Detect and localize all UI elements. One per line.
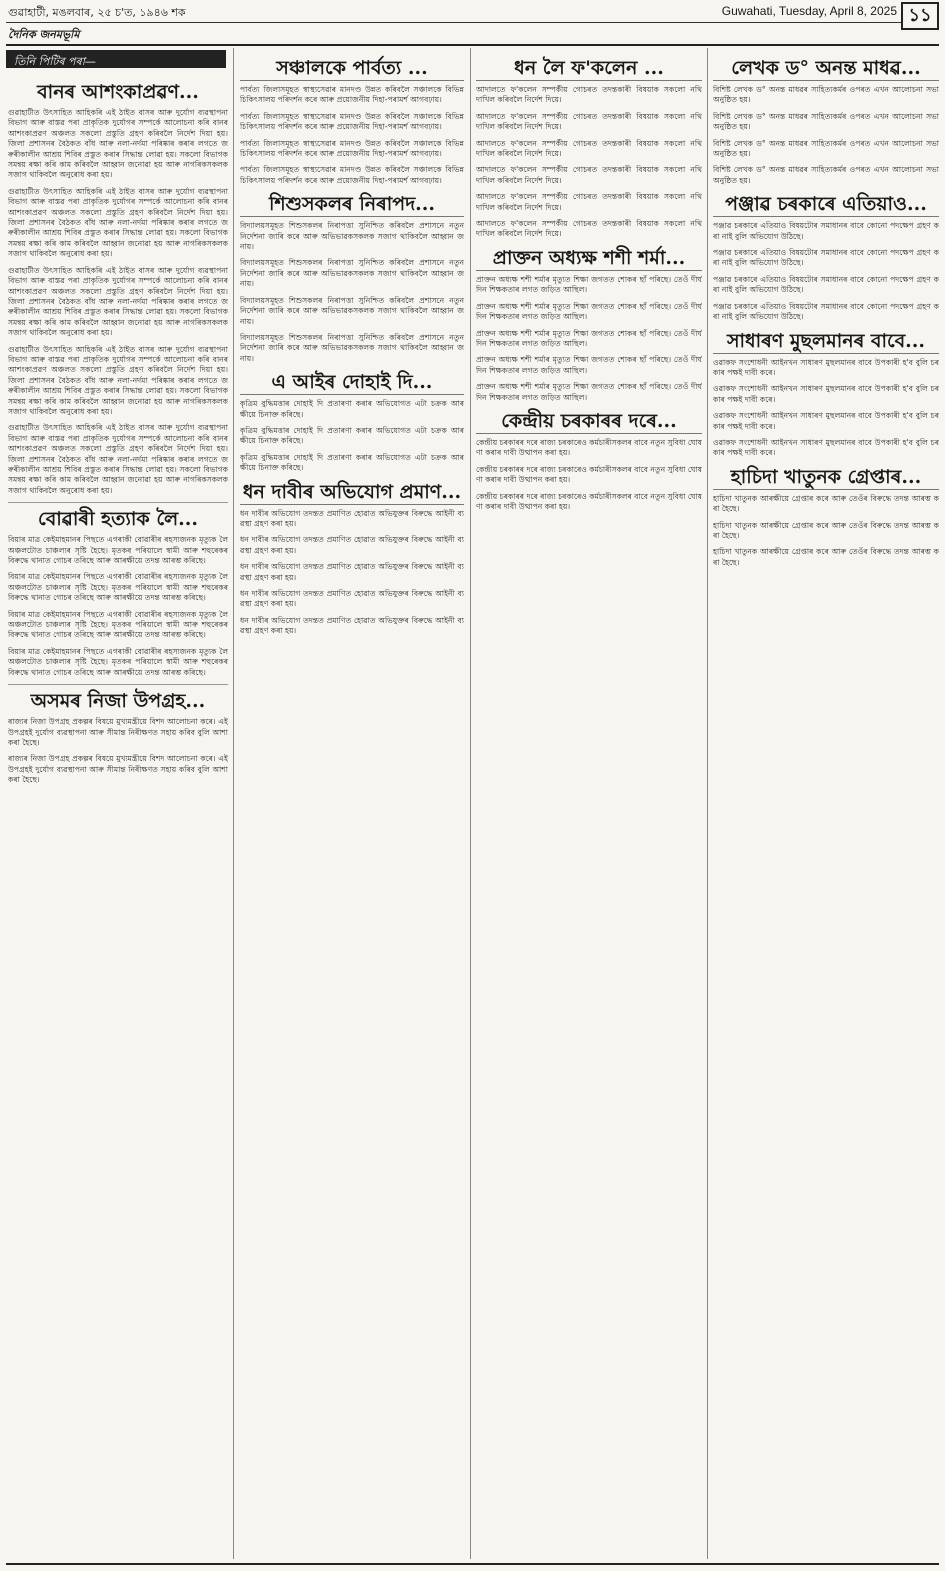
article-body: বিদ্যালয়সমূহত শিশুসকলৰ নিৰাপত্তা সুনিশ্চিত কৰিবলৈ প্ৰশাসনে নতুন নিৰ্দেশনা জাৰি কৰে আৰু অভিভাৱকসকলক সজাগ থাকিবলৈ আহ্বান জনায়। — [240, 332, 464, 363]
article-body: প্ৰাক্তন অধ্যক্ষ শশী শৰ্মাৰ মৃত্যুত শিক্ষা জগতত শোকৰ ছাঁ পৰিছে। তেওঁ দীৰ্ঘদিন শিক্ষকতাৰ লগত জড়িত আছিল। — [476, 301, 702, 322]
article-headline[interactable]: এ আইৰ দোহাই দি... — [240, 370, 464, 395]
article-body: গুৱাহাটীত উৎসাহিত আহিকৰি এই ঠাইত বাসৰ আৰু দুৰ্যোগ ব্যৱস্থাপনা বিভাগ আৰু বাস্তৱ পৰা প্ৰাকৃতিক দুৰ্যোগৰ সম্পৰ্কে আলোচনা কৰি বানৰ আশংকাপ্ৰৱণ অঞ্চলত সকলো প্ৰস্তুতি গ্ৰহণ কৰিবলৈ নিৰ্দেশ দিয়া হয়। জিলা প্ৰশাসনৰ বৈঠকত বাঁধ আৰু নলা-নৰ্দমা পৰিষ্কাৰ কৰাৰ লগতে জৰুৰীকালীন আশ্ৰয় শিবিৰ প্ৰস্তুত কৰাৰ সিদ্ধান্ত লোৱা হয়। সকলো বিভাগক সমন্বয় ৰক্ষা কৰি কাম কৰিবলৈ আহ্বান জনোৱা হয় আৰু নাগৰিকসকলক সজাগ থাকিবলৈ অনুৰোধ কৰা হয়। — [8, 344, 228, 416]
article-body: প্ৰাক্তন অধ্যক্ষ শশী শৰ্মাৰ মৃত্যুত শিক্ষা জগতত শোকৰ ছাঁ পৰিছে। তেওঁ দীৰ্ঘদিন শিক্ষকতাৰ লগত জড়িত আছিল। — [476, 355, 702, 375]
article-headline[interactable]: সাধাৰণ মুছলমানৰ বাবে... — [713, 329, 939, 354]
article-body: ধন দাবীৰ অভিযোগ তদন্তত প্ৰমাণিত হোৱাত অভিযুক্তৰ বিৰুদ্ধে আইনী ব্যৱস্থা গ্ৰহণ কৰা হয়। — [240, 589, 464, 609]
article-body: বিয়াৰ মাত্ৰ কেইমাহমানৰ পিছতে এগৰাকী বোৱাৰীৰ ৰহস্যজনক মৃত্যুক লৈ অঞ্চলটোত চাঞ্চল্যৰ সৃষ্টি হৈছে। মৃতকৰ পৰিয়ালে স্বামী আৰু শহুৰেকৰ বিৰুদ্ধে থানাত গোচৰ তৰিছে আৰু আৰক্ষীয়ে তদন্ত আৰম্ভ কৰিছে। — [8, 535, 228, 566]
divider — [8, 502, 228, 503]
article-body: গুৱাহাটীত উৎসাহিত আহিকৰি এই ঠাইত বাসৰ আৰু দুৰ্যোগ ব্যৱস্থাপনা বিভাগ আৰু বাস্তৱ পৰা প্ৰাকৃতিক দুৰ্যোগৰ সম্পৰ্কে আলোচনা কৰি বানৰ আশংকাপ্ৰৱণ অঞ্চলত সকলো প্ৰস্তুতি গ্ৰহণ কৰিবলৈ নিৰ্দেশ দিয়া হয়। জিলা প্ৰশাসনৰ বৈঠকত বাঁধ আৰু নলা-নৰ্দমা পৰিষ্কাৰ কৰাৰ লগতে জৰুৰীকালীন আশ্ৰয় শিবিৰ প্ৰস্তুত কৰাৰ সিদ্ধান্ত লোৱা হয়। সকলো বিভাগক সমন্বয় ৰক্ষা কৰি কাম কৰিবলৈ আহ্বান জনোৱা হয় আৰু নাগৰিকসকলক সজাগ থাকিবলৈ অনুৰোধ কৰা হয়। — [8, 186, 228, 259]
article-body: কৃত্ৰিম বুদ্ধিমত্তাৰ দোহাই দি প্ৰতাৰণা কৰাৰ অভিযোগত এটা চক্ৰক আৰক্ষীয়ে চিনাক্ত কৰিছে। — [240, 452, 464, 473]
article — [713, 329, 939, 459]
article-body: বিশিষ্ট লেখক ড° অনন্ত মাধৱৰ সাহিত্যকৰ্মৰ ওপৰত এখন আলোচনা সভা অনুষ্ঠিত হয়। — [713, 138, 939, 159]
article-body: ওৱাকফ সংশোধনী আইনখন সাধাৰণ মুছলমানৰ বাবে উপকাৰী হ'ব বুলি চৰকাৰ পক্ষই দাবী কৰে। — [713, 384, 939, 404]
article — [8, 689, 228, 785]
article-body: গুৱাহাটীত উৎসাহিত আহিকৰি এই ঠাইত বাসৰ আৰু দুৰ্যোগ ব্যৱস্থাপনা বিভাগ আৰু বাস্তৱ পৰা প্ৰাকৃতিক দুৰ্যোগৰ সম্পৰ্কে আলোচনা কৰি বানৰ আশংকাপ্ৰৱণ অঞ্চলত সকলো প্ৰস্তুতি গ্ৰহণ কৰিবলৈ নিৰ্দেশ দিয়া হয়। জিলা প্ৰশাসনৰ বৈঠকত বাঁধ আৰু নলা-নৰ্দমা পৰিষ্কাৰ কৰাৰ লগতে জৰুৰীকালীন আশ্ৰয় শিবিৰ প্ৰস্তুত কৰাৰ সিদ্ধান্ত লোৱা হয়। সকলো বিভাগক সমন্বয় ৰক্ষা কৰি কাম কৰিবলৈ আহ্বান জনোৱা হয় আৰু নাগৰিকসকলক সজাগ থাকিবলৈ অনুৰোধ কৰা হয়। — [8, 108, 228, 180]
page-number: ১১ — [901, 2, 939, 30]
article-body: প্ৰাক্তন অধ্যক্ষ শশী শৰ্মাৰ মৃত্যুত শিক্ষা জগতত শোকৰ ছাঁ পৰিছে। তেওঁ দীৰ্ঘদিন শিক্ষকতাৰ লগত জড়িত আছিল। — [476, 328, 702, 348]
article-body: বিয়াৰ মাত্ৰ কেইমাহমানৰ পিছতে এগৰাকী বোৱাৰীৰ ৰহস্যজনক মৃত্যুক লৈ অঞ্চলটোত চাঞ্চল্যৰ সৃষ্টি হৈছে। মৃতকৰ পৰিয়ালে স্বামী আৰু শহুৰেকৰ বিৰুদ্ধে থানাত গোচৰ তৰিছে আৰু আৰক্ষীয়ে তদন্ত আৰম্ভ কৰিছে। — [8, 609, 228, 640]
article-body: গুৱাহাটীত উৎসাহিত আহিকৰি এই ঠাইত বাসৰ আৰু দুৰ্যোগ ব্যৱস্থাপনা বিভাগ আৰু বাস্তৱ পৰা প্ৰাকৃতিক দুৰ্যোগৰ সম্পৰ্কে আলোচনা কৰি বানৰ আশংকাপ্ৰৱণ অঞ্চলত সকলো প্ৰস্তুতি গ্ৰহণ কৰিবলৈ নিৰ্দেশ দিয়া হয়। জিলা প্ৰশাসনৰ বৈঠকত বাঁধ আৰু নলা-নৰ্দমা পৰিষ্কাৰ কৰাৰ লগতে জৰুৰীকালীন আশ্ৰয় শিবিৰ প্ৰস্তুত কৰাৰ সিদ্ধান্ত লোৱা হয়। সকলো বিভাগক সমন্বয় ৰক্ষা কৰি কাম কৰিবলৈ আহ্বান জনোৱা হয় আৰু নাগৰিকসকলক সজাগ থাকিবলৈ অনুৰোধ কৰা হয়। — [8, 423, 228, 495]
article-body: হাচিদা খাতুনক আৰক্ষীয়ে গ্ৰেপ্তাৰ কৰে আৰু তেওঁৰ বিৰুদ্ধে তদন্ত আৰম্ভ কৰা হৈছে। — [713, 547, 939, 567]
article-body: ৰাজ্যৰ নিজা উপগ্ৰহ প্ৰকল্পৰ বিষয়ে মুখ্যমন্ত্ৰীয়ে বিশদ আলোচনা কৰে। এই উপগ্ৰহই দুৰ্যোগ ব্যৱস্থাপনা আৰু সীমান্ত নিৰীক্ষণত সহায় কৰিব বুলি আশা কৰা হৈছে। — [8, 754, 228, 785]
column-divider — [233, 48, 234, 1559]
article-headline[interactable]: কেন্দ্ৰীয় চৰকাৰৰ দৰে... — [476, 409, 702, 434]
article-headline[interactable]: ধন দাবীৰ অভিযোগ প্ৰমাণ... — [240, 480, 464, 505]
column-banner — [6, 50, 226, 68]
article-body: আদালতে ফ'কলেন সম্পৰ্কীয় গোচৰত তদন্তকাৰী বিষয়াক সকলো নথি দাখিল কৰিবলৈ নিৰ্দেশ দিয়ে। — [476, 165, 702, 185]
divider — [8, 684, 228, 685]
article — [476, 246, 702, 403]
article-body: পঞ্জাৱ চৰকাৰে এতিয়াও বিষয়টোৰ সমাধানৰ বাবে কোনো পদক্ষেপ গ্ৰহণ কৰা নাই বুলি অভিযোগ উঠিছে। — [713, 274, 939, 295]
article — [8, 80, 228, 496]
column-2 — [240, 52, 464, 1559]
article — [240, 56, 464, 186]
article-body: ৰাজ্যৰ নিজা উপগ্ৰহ প্ৰকল্পৰ বিষয়ে মুখ্যমন্ত্ৰীয়ে বিশদ আলোচনা কৰে। এই উপগ্ৰহই দুৰ্যোগ ব্যৱস্থাপনা আৰু সীমান্ত নিৰীক্ষণত সহায় কৰিব বুলি আশা কৰা হৈছে। — [8, 717, 228, 747]
article-body: পাৰ্বত্য জিলাসমূহত স্বাস্থ্যসেৱাৰ মানদণ্ড উন্নত কৰিবলৈ সঞ্চালকে বিভিন্ন চিকিৎসালয় পৰিদৰ্শন কৰে আৰু প্ৰয়োজনীয় দিহা-পৰামৰ্শ আগবঢ়ায়। — [240, 165, 464, 185]
article-body: ওৱাকফ সংশোধনী আইনখন সাধাৰণ মুছলমানৰ বাবে উপকাৰী হ'ব বুলি চৰকাৰ পক্ষই দাবী কৰে। — [713, 357, 939, 377]
header-rule — [6, 22, 901, 23]
article-body: ওৱাকফ সংশোধনী আইনখন সাধাৰণ মুছলমানৰ বাবে উপকাৰী হ'ব বুলি চৰকাৰ পক্ষই দাবী কৰে। — [713, 437, 939, 458]
article-body: কৃত্ৰিম বুদ্ধিমত্তাৰ দোহাই দি প্ৰতাৰণা কৰাৰ অভিযোগত এটা চক্ৰক আৰক্ষীয়ে চিনাক্ত কৰিছে। — [240, 399, 464, 419]
article-body: ধন দাবীৰ অভিযোগ তদন্তত প্ৰমাণিত হোৱাত অভিযুক্তৰ বিৰুদ্ধে আইনী ব্যৱস্থা গ্ৰহণ কৰা হয়। — [240, 562, 464, 582]
article-body: ধন দাবীৰ অভিযোগ তদন্তত প্ৰমাণিত হোৱাত অভিযুক্তৰ বিৰুদ্ধে আইনী ব্যৱস্থা গ্ৰহণ কৰা হয়। — [240, 508, 464, 528]
article-body: বিদ্যালয়সমূহত শিশুসকলৰ নিৰাপত্তা সুনিশ্চিত কৰিবলৈ প্ৰশাসনে নতুন নিৰ্দেশনা জাৰি কৰে আৰু অভিভাৱকসকলক সজাগ থাকিবলৈ আহ্বান জনায়। — [240, 258, 464, 289]
article-headline[interactable]: বোৱাৰী হত্যাক লৈ... — [37, 508, 199, 531]
article-body: আদালতে ফ'কলেন সম্পৰ্কীয় গোচৰত তদন্তকাৰী বিষয়াক সকলো নথি দাখিল কৰিবলৈ নিৰ্দেশ দিয়ে। — [476, 85, 702, 105]
article-body: পাৰ্বত্য জিলাসমূহত স্বাস্থ্যসেৱাৰ মানদণ্ড উন্নত কৰিবলৈ সঞ্চালকে বিভিন্ন চিকিৎসালয় পৰিদৰ্শন কৰে আৰু প্ৰয়োজনীয় দিহা-পৰামৰ্শ আগবঢ়ায়। — [240, 85, 464, 105]
article-headline[interactable]: বানৰ আশংকাপ্ৰৱণ... — [37, 81, 199, 103]
article-headline[interactable]: সঞ্চালকে পাৰ্বত্য ... — [240, 56, 464, 81]
column-divider — [707, 48, 708, 1559]
article-body: ধন দাবীৰ অভিযোগ তদন্তত প্ৰমাণিত হোৱাত অভিযুক্তৰ বিৰুদ্ধে আইনী ব্যৱস্থা গ্ৰহণ কৰা হয়। — [240, 535, 464, 555]
article-headline[interactable]: প্ৰাক্তন অধ্যক্ষ শশী শৰ্মা... — [476, 246, 702, 271]
column-divider — [470, 48, 471, 1559]
article-body: বিশিষ্ট লেখক ড° অনন্ত মাধৱৰ সাহিত্যকৰ্মৰ ওপৰত এখন আলোচনা সভা অনুষ্ঠিত হয়। — [713, 111, 939, 132]
article-body: বিশিষ্ট লেখক ড° অনন্ত মাধৱৰ সাহিত্যকৰ্মৰ ওপৰত এখন আলোচনা সভা অনুষ্ঠিত হয়। — [713, 85, 939, 105]
article — [476, 56, 702, 240]
footer-rule — [6, 1563, 939, 1565]
article-body: বিদ্যালয়সমূহত শিশুসকলৰ নিৰাপত্তা সুনিশ্চিত কৰিবলৈ প্ৰশাসনে নতুন নিৰ্দেশনা জাৰি কৰে আৰু অভিভাৱকসকলক সজাগ থাকিবলৈ আহ্বান জনায়। — [240, 221, 464, 252]
article — [476, 409, 702, 512]
article-headline[interactable]: লেখক ড° অনন্ত মাধৱ... — [713, 56, 939, 81]
article-body: আদালতে ফ'কলেন সম্পৰ্কীয় গোচৰত তদন্তকাৰী বিষয়াক সকলো নথি দাখিল কৰিবলৈ নিৰ্দেশ দিয়ে। — [476, 138, 702, 159]
article-headline[interactable]: ধন লৈ ফ'কলেন ... — [476, 56, 702, 81]
article — [240, 192, 464, 364]
column-3 — [476, 52, 702, 1559]
article-body: প্ৰাক্তন অধ্যক্ষ শশী শৰ্মাৰ মৃত্যুত শিক্ষা জগতত শোকৰ ছাঁ পৰিছে। তেওঁ দীৰ্ঘদিন শিক্ষকতাৰ লগত জড়িত আছিল। — [476, 382, 702, 402]
article-headline[interactable]: অসমৰ নিজা উপগ্ৰহ... — [30, 690, 206, 713]
article-headline[interactable]: হাচিদা খাতুনক গ্ৰেপ্তাৰ... — [713, 465, 939, 490]
article-body: বিয়াৰ মাত্ৰ কেইমাহমানৰ পিছতে এগৰাকী বোৱাৰীৰ ৰহস্যজনক মৃত্যুক লৈ অঞ্চলটোত চাঞ্চল্যৰ সৃষ্টি হৈছে। মৃতকৰ পৰিয়ালে স্বামী আৰু শহুৰেকৰ বিৰুদ্ধে থানাত গোচৰ তৰিছে আৰু আৰক্ষীয়ে তদন্ত আৰম্ভ কৰিছে। — [8, 572, 228, 603]
article-body: পাৰ্বত্য জিলাসমূহত স্বাস্থ্যসেৱাৰ মানদণ্ড উন্নত কৰিবলৈ সঞ্চালকে বিভিন্ন চিকিৎসালয় পৰিদৰ্শন কৰে আৰু প্ৰয়োজনীয় দিহা-পৰামৰ্শ আগবঢ়ায়। — [240, 138, 464, 159]
article — [713, 56, 939, 186]
column-4 — [713, 52, 939, 1559]
article-body: হাচিদা খাতুনক আৰক্ষীয়ে গ্ৰেপ্তাৰ কৰে আৰু তেওঁৰ বিৰুদ্ধে তদন্ত আৰম্ভ কৰা হৈছে। — [713, 520, 939, 540]
article-body: আদালতে ফ'কলেন সম্পৰ্কীয় গোচৰত তদন্তকাৰী বিষয়াক সকলো নথি দাখিল কৰিবলৈ নিৰ্দেশ দিয়ে। — [476, 111, 702, 132]
article-body: কেন্দ্ৰীয় চৰকাৰৰ দৰে ৰাজ্য চৰকাৰেও কৰ্মচাৰীসকলৰ বাবে নতুন সুবিধা ঘোষণা কৰাৰ দাবী উত্থাপন কৰা হয়। — [476, 437, 702, 458]
article-body: কেন্দ্ৰীয় চৰকাৰৰ দৰে ৰাজ্য চৰকাৰেও কৰ্মচাৰীসকলৰ বাবে নতুন সুবিধা ঘোষণা কৰাৰ দাবী উত্থাপন কৰা হয়। — [476, 491, 702, 511]
article-body: প্ৰাক্তন অধ্যক্ষ শশী শৰ্মাৰ মৃত্যুত শিক্ষা জগতত শোকৰ ছাঁ পৰিছে। তেওঁ দীৰ্ঘদিন শিক্ষকতাৰ লগত জড়িত আছিল। — [476, 274, 702, 295]
article-body: পঞ্জাৱ চৰকাৰে এতিয়াও বিষয়টোৰ সমাধানৰ বাবে কোনো পদক্ষেপ গ্ৰহণ কৰা নাই বুলি অভিযোগ উঠিছে। — [713, 301, 939, 322]
article-body: বিদ্যালয়সমূহত শিশুসকলৰ নিৰাপত্তা সুনিশ্চিত কৰিবলৈ প্ৰশাসনে নতুন নিৰ্দেশনা জাৰি কৰে আৰু অভিভাৱকসকলক সজাগ থাকিবলৈ আহ্বান জনায়। — [240, 295, 464, 326]
article-body: ওৱাকফ সংশোধনী আইনখন সাধাৰণ মুছলমানৰ বাবে উপকাৰী হ'ব বুলি চৰকাৰ পক্ষই দাবী কৰে। — [713, 411, 939, 431]
article — [240, 480, 464, 637]
article-body: বিশিষ্ট লেখক ড° অনন্ত মাধৱৰ সাহিত্যকৰ্মৰ ওপৰত এখন আলোচনা সভা অনুষ্ঠিত হয়। — [713, 165, 939, 185]
article-body: পঞ্জাৱ চৰকাৰে এতিয়াও বিষয়টোৰ সমাধানৰ বাবে কোনো পদক্ষেপ গ্ৰহণ কৰা নাই বুলি অভিযোগ উঠিছে। — [713, 248, 939, 268]
article — [713, 465, 939, 568]
article — [240, 370, 464, 473]
article-body: বিয়াৰ মাত্ৰ কেইমাহমানৰ পিছতে এগৰাকী বোৱাৰীৰ ৰহস্যজনক মৃত্যুক লৈ অঞ্চলটোত চাঞ্চল্যৰ সৃষ্টি হৈছে। মৃতকৰ পৰিয়ালে স্বামী আৰু শহুৰেকৰ বিৰুদ্ধে থানাত গোচৰ তৰিছে আৰু আৰক্ষীয়ে তদন্ত আৰম্ভ কৰিছে। — [8, 646, 228, 677]
article-body: ধন দাবীৰ অভিযোগ তদন্তত প্ৰমাণিত হোৱাত অভিযুক্তৰ বিৰুদ্ধে আইনী ব্যৱস্থা গ্ৰহণ কৰা হয়। — [240, 615, 464, 636]
column-1 — [8, 76, 228, 1559]
date-right: Guwahati, Tuesday, April 8, 2025 — [721, 4, 897, 18]
article-headline[interactable]: শিশুসকলৰ নিৰাপদ... — [240, 192, 464, 217]
article — [8, 507, 228, 678]
article-body: কৃত্ৰিম বুদ্ধিমত্তাৰ দোহাই দি প্ৰতাৰণা কৰাৰ অভিযোগত এটা চক্ৰক আৰক্ষীয়ে চিনাক্ত কৰিছে। — [240, 425, 464, 446]
article-body: আদালতে ফ'কলেন সম্পৰ্কীয় গোচৰত তদন্তকাৰী বিষয়াক সকলো নথি দাখিল কৰিবলৈ নিৰ্দেশ দিয়ে। — [476, 219, 702, 239]
article — [713, 192, 939, 322]
article-body: হাচিদা খাতুনক আৰক্ষীয়ে গ্ৰেপ্তাৰ কৰে আৰু তেওঁৰ বিৰুদ্ধে তদন্ত আৰম্ভ কৰা হৈছে। — [713, 493, 939, 514]
column-banner-label: তিনি পিটিৰ পৰা— — [14, 55, 96, 68]
masthead: দৈনিক জনমভূমি — [8, 28, 80, 41]
article-body: কেন্দ্ৰীয় চৰকাৰৰ দৰে ৰাজ্য চৰকাৰেও কৰ্মচাৰীসকলৰ বাবে নতুন সুবিধা ঘোষণা কৰাৰ দাবী উত্থাপন কৰা হয়। — [476, 464, 702, 485]
article-body: পঞ্জাৱ চৰকাৰে এতিয়াও বিষয়টোৰ সমাধানৰ বাবে কোনো পদক্ষেপ গ্ৰহণ কৰা নাই বুলি অভিযোগ উঠিছে। — [713, 221, 939, 241]
article-headline[interactable]: পঞ্জাৱ চৰকাৰে এতিয়াও... — [713, 192, 939, 217]
article-body: পাৰ্বত্য জিলাসমূহত স্বাস্থ্যসেৱাৰ মানদণ্ড উন্নত কৰিবলৈ সঞ্চালকে বিভিন্ন চিকিৎসালয় পৰিদৰ্শন কৰে আৰু প্ৰয়োজনীয় দিহা-পৰামৰ্শ আগবঢ়ায়। — [240, 111, 464, 132]
masthead-rule — [6, 44, 939, 46]
article-body: গুৱাহাটীত উৎসাহিত আহিকৰি এই ঠাইত বাসৰ আৰু দুৰ্যোগ ব্যৱস্থাপনা বিভাগ আৰু বাস্তৱ পৰা প্ৰাকৃতিক দুৰ্যোগৰ সম্পৰ্কে আলোচনা কৰি বানৰ আশংকাপ্ৰৱণ অঞ্চলত সকলো প্ৰস্তুতি গ্ৰহণ কৰিবলৈ নিৰ্দেশ দিয়া হয়। জিলা প্ৰশাসনৰ বৈঠকত বাঁধ আৰু নলা-নৰ্দমা পৰিষ্কাৰ কৰাৰ লগতে জৰুৰীকালীন আশ্ৰয় শিবিৰ প্ৰস্তুত কৰাৰ সিদ্ধান্ত লোৱা হয়। সকলো বিভাগক সমন্বয় ৰক্ষা কৰি কাম কৰিবলৈ আহ্বান জনোৱা হয় আৰু নাগৰিকসকলক সজাগ থাকিবলৈ অনুৰোধ কৰা হয়। — [8, 265, 228, 338]
article-body: আদালতে ফ'কলেন সম্পৰ্কীয় গোচৰত তদন্তকাৰী বিষয়াক সকলো নথি দাখিল কৰিবলৈ নিৰ্দেশ দিয়ে। — [476, 192, 702, 212]
date-left: গুৱাহাটী, মঙলবাৰ, ২৫ চ'ত, ১৯৪৬ শক — [8, 6, 186, 19]
